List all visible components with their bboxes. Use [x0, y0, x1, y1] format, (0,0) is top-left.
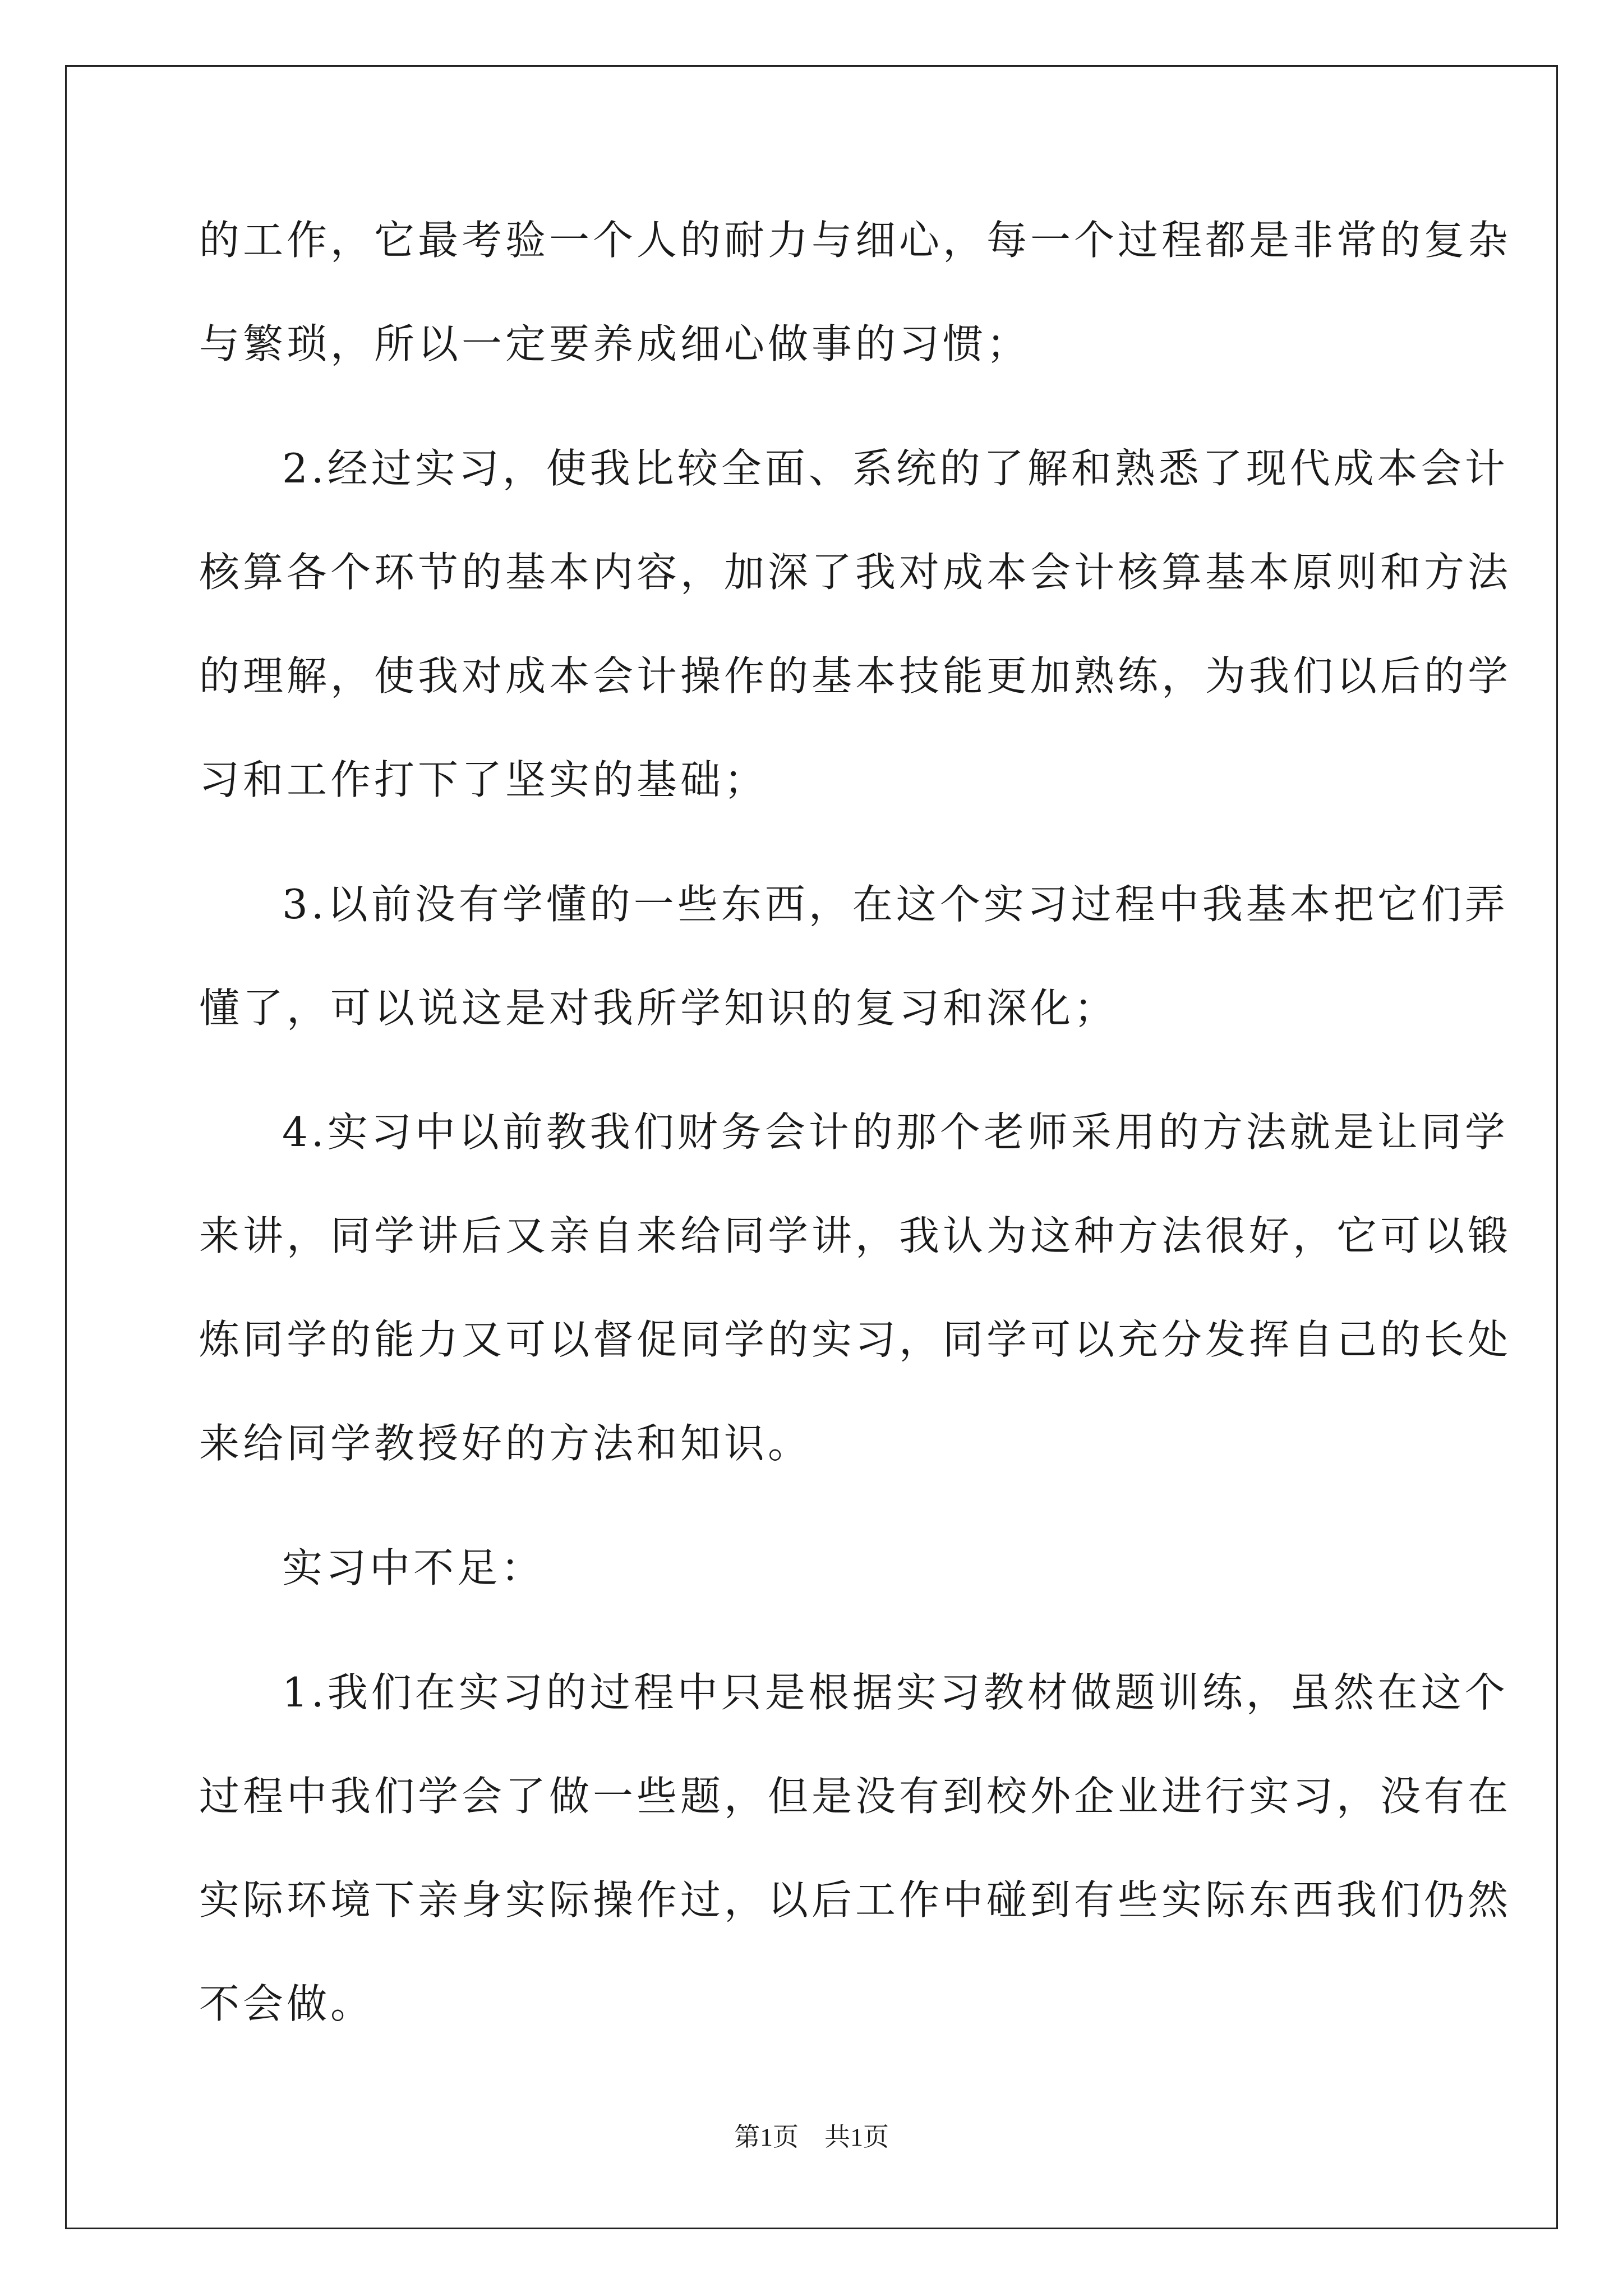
text-line: 与繁琐，所以一定要养成细心做事的习惯；: [199, 320, 1031, 367]
text-line: 来给同学教授好的方法和知识。: [199, 1420, 812, 1467]
text-line: 的工作，它最考验一个人的耐力与细心，每一个过程都是非常的复杂: [199, 217, 1512, 264]
text-line: 懂了，可以说这是对我所学知识的复习和深化；: [199, 984, 1118, 1032]
paragraph-start-line: 2.经过实习，使我比较全面、系统的了解和熟悉了现代成本会计: [282, 445, 1509, 492]
text-line: 过程中我们学会了做一些题，但是没有到校外企业进行实习，没有在: [199, 1773, 1512, 1820]
text-line: 核算各个环节的基本内容，加深了我对成本会计核算基本原则和方法: [199, 549, 1512, 596]
page-number-footer: 第1页 共1页: [734, 2123, 889, 2151]
text-line: 实际环境下亲身实际操作过，以后工作中碰到有些实际东西我们仍然: [199, 1876, 1512, 1924]
text-line: 炼同学的能力又可以督促同学的实习，同学可以充分发挥自己的长处: [199, 1316, 1512, 1363]
text-line: 的理解，使我对成本会计操作的基本技能更加熟练，为我们以后的学: [199, 652, 1512, 700]
section-heading: 实习中不足：: [282, 1544, 545, 1591]
paragraph-start-line: 4.实习中以前教我们财务会计的那个老师采用的方法就是让同学: [282, 1108, 1509, 1156]
paragraph-start-line: 3.以前没有学懂的一些东西，在这个实习过程中我基本把它们弄: [282, 881, 1509, 928]
text-line: 习和工作打下了坚实的基础；: [199, 756, 768, 803]
text-line: 来讲，同学讲后又亲自来给同学讲，我认为这种方法很好，它可以锻: [199, 1212, 1512, 1259]
text-line: 不会做。: [199, 1980, 375, 2027]
paragraph-start-line: 1.我们在实习的过程中只是根据实习教材做题训练，虽然在这个: [282, 1669, 1509, 1716]
